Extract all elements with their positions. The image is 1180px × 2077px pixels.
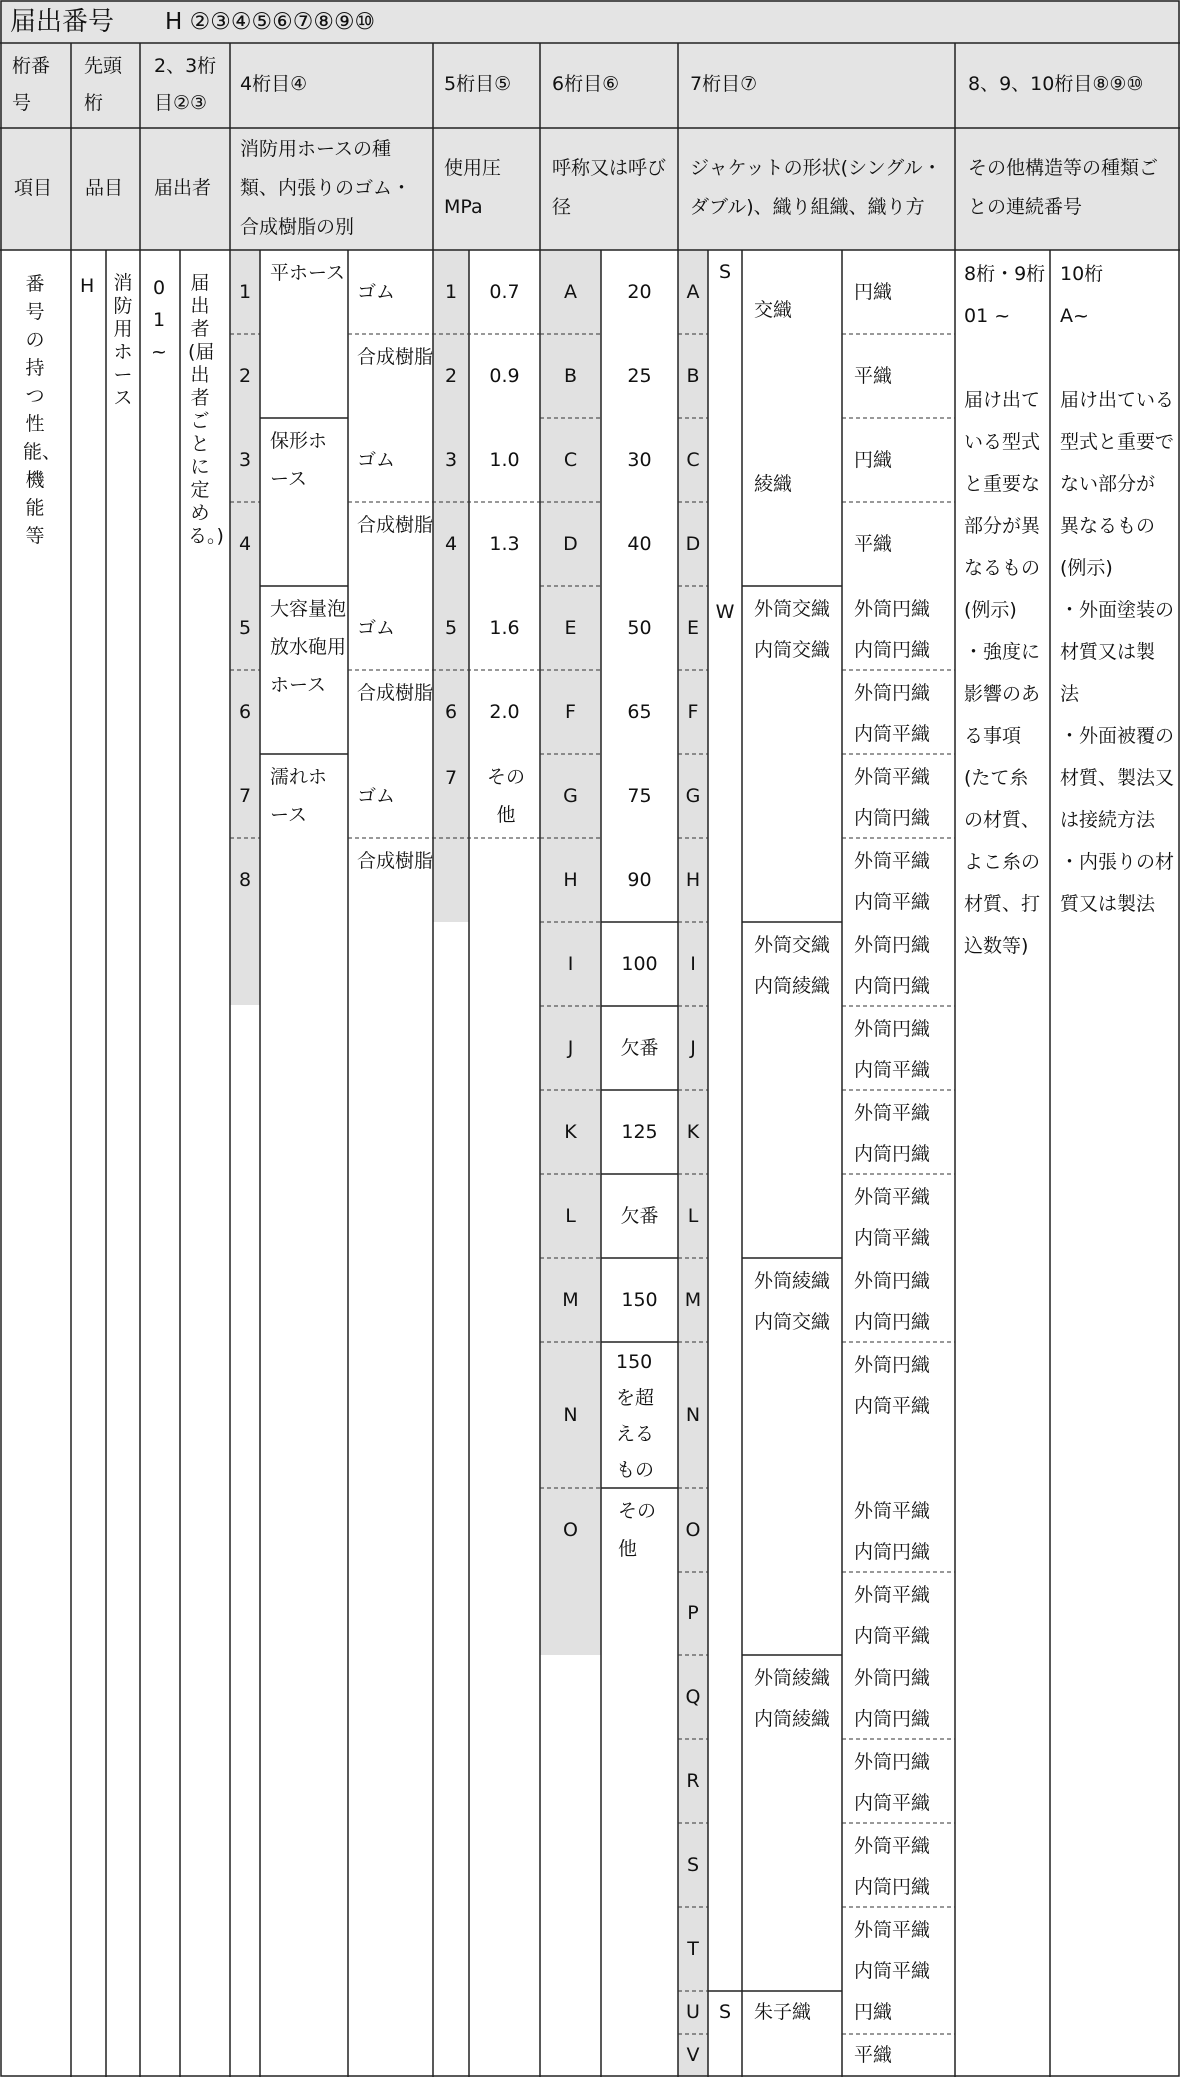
lining-material: ゴム (357, 785, 396, 807)
item-name: 消防用ホース (113, 272, 133, 409)
weave-method: 内筒平織 (854, 1059, 931, 1081)
weave-method: 内筒円織 (854, 1143, 931, 1165)
d5-code: 3 (444, 449, 458, 471)
weave-method: 内筒円織 (854, 975, 931, 997)
d6-diameter: その他 (618, 1500, 657, 1560)
d6-diameter: 100 (621, 953, 658, 975)
page-title: 届出番号 (10, 7, 115, 37)
d4-code: 6 (238, 701, 252, 723)
d4-code: 2 (238, 365, 252, 387)
d4-code: 1 (238, 281, 252, 303)
d10-text: ・内張りの材 (1060, 851, 1175, 873)
d7-code: P (687, 1602, 699, 1624)
d7-code: K (686, 1121, 700, 1143)
d7-code: F (687, 701, 699, 723)
jacket-double: W (715, 601, 735, 623)
digit-header-5: 5桁目⑤ (444, 73, 512, 95)
d6-code: H (563, 869, 578, 891)
d7-code: G (685, 785, 701, 807)
d10-text: ない部分が (1060, 473, 1156, 495)
d8-text: 影響のあ (964, 683, 1041, 705)
weave-method: 外筒円織 (854, 1354, 931, 1376)
weave-method: 外筒円織 (854, 934, 931, 956)
weave-method: 平織 (854, 2044, 893, 2066)
notifier-code: 0 1 ~ (151, 277, 167, 363)
weave-structure: 外筒交織 (754, 934, 831, 956)
weave-method: 外筒平織 (854, 1919, 931, 1941)
d5-code: 4 (444, 533, 458, 555)
weave-method: 外筒平織 (854, 1102, 931, 1124)
item-header-8: その他構造等の種類ごとの連続番号 (968, 157, 1159, 218)
weave-structure: 内筒綾織 (754, 1708, 831, 1730)
hose-type: 大容量泡放水砲用ホース (270, 598, 347, 696)
weave-method: 内筒円織 (854, 807, 931, 829)
lining-material: 合成樹脂 (357, 346, 434, 368)
d8-heading: 8桁・9桁 (964, 263, 1046, 285)
digit-header-3: 2、3桁目②③ (154, 55, 217, 114)
d7-code: J (690, 1037, 696, 1059)
d6-diameter: 25 (627, 365, 652, 387)
lining-material: 合成樹脂 (357, 514, 434, 536)
d7-code: B (686, 365, 700, 387)
d5-code: 1 (444, 281, 458, 303)
weave-structure: 外筒綾織 (754, 1667, 831, 1689)
weave-method: 外筒平織 (854, 1186, 931, 1208)
hose-type: 保形ホース (270, 430, 328, 490)
weave-structure: 内筒交織 (754, 639, 831, 661)
weave-method: 内筒平織 (854, 891, 931, 913)
weave-method: 内筒平織 (854, 1792, 931, 1814)
d10-text: 材質、製法又 (1060, 767, 1175, 789)
d4-code: 3 (238, 449, 252, 471)
weave-method: 外筒円織 (854, 1018, 931, 1040)
weave-method: 外筒円織 (854, 1751, 931, 1773)
d6-code: F (565, 701, 576, 723)
weave-method: 外筒平織 (854, 1835, 931, 1857)
d6-diameter: 65 (627, 701, 652, 723)
lining-material: 合成樹脂 (357, 682, 434, 704)
d7-code: C (686, 449, 700, 471)
d5-pressure: 0.7 (489, 281, 520, 303)
digit-header-6: 6桁目⑥ (552, 73, 620, 95)
d10-text: 法 (1060, 683, 1080, 705)
d8-text: いる型式 (964, 431, 1041, 453)
weave-method: 外筒平織 (854, 766, 931, 788)
notifier-note: 届出者(届出者ごとに定める。) (188, 272, 224, 547)
d6-diameter: 欠番 (620, 1037, 659, 1059)
digit-header-8: 8、9、10桁目⑧⑨⑩ (968, 73, 1144, 95)
d7-code: R (686, 1770, 700, 1792)
d7-code: V (686, 2044, 700, 2066)
weave-method: 内筒平織 (854, 1960, 931, 1982)
weave-method: 平織 (854, 365, 893, 387)
d5-pressure: 1.0 (489, 449, 520, 471)
d8-heading: 01 ~ (964, 305, 1011, 327)
d5-code: 2 (444, 365, 458, 387)
item-header-1: 項目 (14, 177, 53, 199)
weave-method: 内筒平織 (854, 1625, 931, 1647)
digit-header-4: 4桁目④ (240, 73, 308, 95)
d6-diameter: 50 (627, 617, 652, 639)
d10-text: 質又は製法 (1060, 893, 1156, 915)
d8-text: 部分が異 (964, 515, 1041, 537)
weave-method: 外筒円織 (854, 598, 931, 620)
d7-code: D (685, 533, 701, 555)
d6-diameter: 90 (627, 869, 652, 891)
item-header-7: ジャケットの形状(シングル・ダブル)、織り組織、織り方 (690, 157, 942, 218)
weave-method: 円織 (854, 2001, 893, 2023)
d7-code: L (687, 1205, 699, 1227)
weave-method: 内筒平織 (854, 723, 931, 745)
weave-method: 外筒円織 (854, 682, 931, 704)
d8-text: と重要な (964, 473, 1041, 495)
weave-method: 外筒平織 (854, 850, 931, 872)
d10-text: 型式と重要で (1060, 431, 1175, 453)
d8-text: の材質、 (964, 809, 1041, 831)
d8-text: (たて糸 (964, 767, 1029, 789)
d5-code: 7 (444, 767, 458, 789)
d10-heading: A~ (1060, 305, 1089, 327)
weave-structure: 綾織 (754, 473, 793, 495)
d7-code: M (684, 1289, 702, 1311)
d4-code: 4 (238, 533, 252, 555)
weave-method: 内筒平織 (854, 1395, 931, 1417)
weave-structure: 内筒綾織 (754, 975, 831, 997)
d5-code: 6 (444, 701, 458, 723)
d6-diameter: 150を超えるもの (616, 1351, 655, 1481)
weave-method: 円織 (854, 281, 893, 303)
item-header-4: 消防用ホースの種類、内張りのゴム・合成樹脂の別 (240, 138, 412, 238)
d10-text: 届け出ている (1060, 389, 1175, 411)
d7-code: Q (685, 1686, 701, 1708)
weave-method: 内筒円織 (854, 1876, 931, 1898)
d6-diameter: 40 (627, 533, 652, 555)
d6-code: C (563, 449, 578, 471)
d10-text: ・外面塗装の (1060, 599, 1175, 621)
d6-diameter: 30 (627, 449, 652, 471)
d6-code: L (565, 1205, 576, 1227)
d6-diameter: 欠番 (620, 1205, 659, 1227)
d6-code: A (564, 281, 577, 303)
item-header-2: 品目 (85, 177, 124, 199)
item-description: 番号の持つ性能、機能等 (23, 273, 62, 547)
weave-method: 内筒円織 (854, 1541, 931, 1563)
d6-code: K (564, 1121, 577, 1143)
weave-structure: 外筒交織 (754, 598, 831, 620)
d5-pressure: 1.6 (489, 617, 520, 639)
hose-type: 平ホース (270, 262, 346, 284)
lining-material: ゴム (357, 449, 396, 471)
lining-material: ゴム (357, 617, 396, 639)
d10-text: ・外面被覆の (1060, 725, 1175, 747)
d8-text: 材質、打 (964, 893, 1041, 915)
d7-code: O (685, 1519, 701, 1541)
d8-text: ・強度に (964, 641, 1041, 663)
item-header-6: 呼称又は呼び径 (552, 157, 667, 218)
d6-code: J (567, 1037, 574, 1059)
weave-method: 外筒平織 (854, 1584, 931, 1606)
weave-method: 内筒円織 (854, 639, 931, 661)
d6-diameter: 150 (621, 1289, 658, 1311)
d7-code: E (686, 617, 699, 639)
d6-code: B (563, 365, 578, 387)
d10-text: (例示) (1060, 557, 1113, 579)
d6-code: M (562, 1289, 579, 1311)
d6-diameter: 20 (627, 281, 652, 303)
item-code: H (80, 275, 95, 297)
d8-text: (例示) (964, 599, 1017, 621)
d7-code: H (685, 869, 701, 891)
d10-heading: 10桁 (1060, 263, 1104, 285)
d5-pressure: 2.0 (489, 701, 520, 723)
d6-diameter: 75 (627, 785, 652, 807)
d7-code: S (686, 1854, 700, 1876)
d5-code: 5 (444, 617, 458, 639)
lining-material: ゴム (357, 281, 396, 303)
d4-code: 5 (238, 617, 252, 639)
d8-text: 届け出て (964, 389, 1041, 411)
weave-method: 外筒円織 (854, 1270, 931, 1292)
digit-header-7: 7桁目⑦ (690, 73, 758, 95)
d6-code: I (567, 953, 574, 975)
digit-header-2: 先頭桁 (84, 55, 123, 114)
jacket-single: S (718, 2001, 732, 2023)
weave-method: 外筒円織 (854, 1667, 931, 1689)
d5-pressure: 1.3 (489, 533, 520, 555)
d5-pressure: その他 (486, 766, 525, 826)
d6-code: O (563, 1519, 578, 1541)
item-header-5: 使用圧MPa (444, 157, 502, 218)
d7-code: U (686, 2001, 700, 2023)
d7-code: A (686, 281, 700, 303)
weave-method: 内筒円織 (854, 1708, 931, 1730)
hose-type: 濡れホース (270, 766, 328, 826)
jacket-single: S (718, 261, 732, 283)
d8-text: よこ糸の (964, 851, 1041, 873)
d6-code: D (563, 533, 578, 555)
weave-structure: 朱子織 (754, 2001, 812, 2023)
d10-text: は接続方法 (1060, 809, 1156, 831)
d6-diameter: 125 (621, 1121, 658, 1143)
weave-structure: 交織 (754, 299, 793, 321)
d4-code: 7 (238, 785, 252, 807)
weave-structure: 外筒綾織 (754, 1270, 831, 1292)
weave-method: 平織 (854, 533, 893, 555)
d7-code: T (687, 1938, 699, 1960)
d8-text: る事項 (964, 725, 1022, 747)
d7-code: I (690, 953, 696, 975)
d8-text: なるもの (964, 557, 1041, 579)
notification-code: H ②③④⑤⑥⑦⑧⑨⑩ (165, 9, 376, 35)
d7-code: N (685, 1404, 701, 1426)
d10-text: 材質又は製 (1060, 641, 1156, 663)
d10-text: 異なるもの (1060, 515, 1156, 537)
weave-method: 外筒平織 (854, 1500, 931, 1522)
d8-text: 込数等) (964, 935, 1029, 957)
item-header-3: 届出者 (154, 177, 212, 199)
weave-method: 内筒円織 (854, 1311, 931, 1333)
d4-code: 8 (238, 869, 252, 891)
d6-code: G (563, 785, 578, 807)
d5-pressure: 0.9 (489, 365, 520, 387)
weave-method: 内筒平織 (854, 1227, 931, 1249)
d6-code: N (563, 1404, 578, 1426)
d6-code: E (564, 617, 577, 639)
weave-method: 円織 (854, 449, 893, 471)
weave-structure: 内筒交織 (754, 1311, 831, 1333)
lining-material: 合成樹脂 (357, 850, 434, 872)
digit-header-1: 桁番号 (12, 55, 51, 114)
